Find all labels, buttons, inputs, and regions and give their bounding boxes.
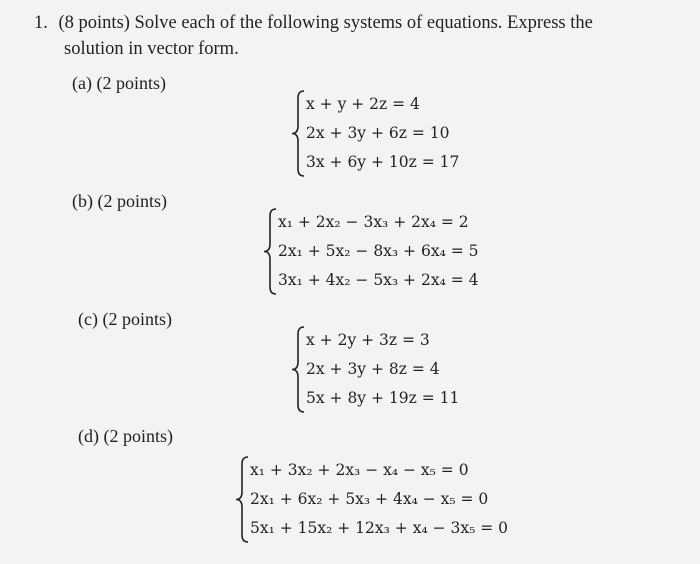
part-a-label: (a) (2 points) <box>72 73 166 93</box>
left-brace-icon <box>290 90 306 177</box>
left-brace-icon <box>262 208 278 295</box>
part-b-label: (b) (2 points) <box>72 191 167 211</box>
part-d-label: (d) (2 points) <box>78 426 173 446</box>
part-b-equations <box>278 208 479 295</box>
equation: x + y + 2z = 4 <box>306 95 420 113</box>
equation: 2x₁ + 5x₂ − 8x₃ + 6x₄ = 5 <box>278 242 479 260</box>
part-b-system <box>262 208 479 295</box>
equation: 2x + 3y + 8z = 4 <box>306 360 440 378</box>
part-c-label: (c) (2 points) <box>78 309 172 329</box>
part-d-system <box>234 456 508 543</box>
part-c-system <box>290 326 459 413</box>
equation: 5x₁ + 15x₂ + 12x₃ + x₄ − 3x₅ = 0 <box>250 519 509 537</box>
equation: x₁ + 2x₂ − 3x₃ + 2x₄ = 2 <box>278 213 469 231</box>
equation: x + 2y + 3z = 3 <box>306 331 430 349</box>
problem-statement <box>34 10 674 62</box>
part-a-equations <box>306 90 459 177</box>
equation: 2x + 3y + 6z = 10 <box>306 124 450 142</box>
left-brace-icon <box>234 456 250 543</box>
problem-number: 1. <box>34 13 48 33</box>
problem-text-line1: (8 points) Solve each of the following systems of equations. Express the <box>58 13 593 33</box>
part-d-equations <box>250 456 508 543</box>
part-c-equations <box>306 326 459 413</box>
equation: 3x₁ + 4x₂ − 5x₃ + 2x₄ = 4 <box>278 271 479 289</box>
part-a-system <box>290 90 459 177</box>
problem-text-line2: solution in vector form. <box>64 39 239 59</box>
left-brace-icon <box>290 326 306 413</box>
equation: x₁ + 3x₂ + 2x₃ − x₄ − x₅ = 0 <box>250 461 469 479</box>
equation: 5x + 8y + 19z = 11 <box>306 389 460 407</box>
equation: 2x₁ + 6x₂ + 5x₃ + 4x₄ − x₅ = 0 <box>250 490 489 508</box>
equation: 3x + 6y + 10z = 17 <box>306 153 460 171</box>
